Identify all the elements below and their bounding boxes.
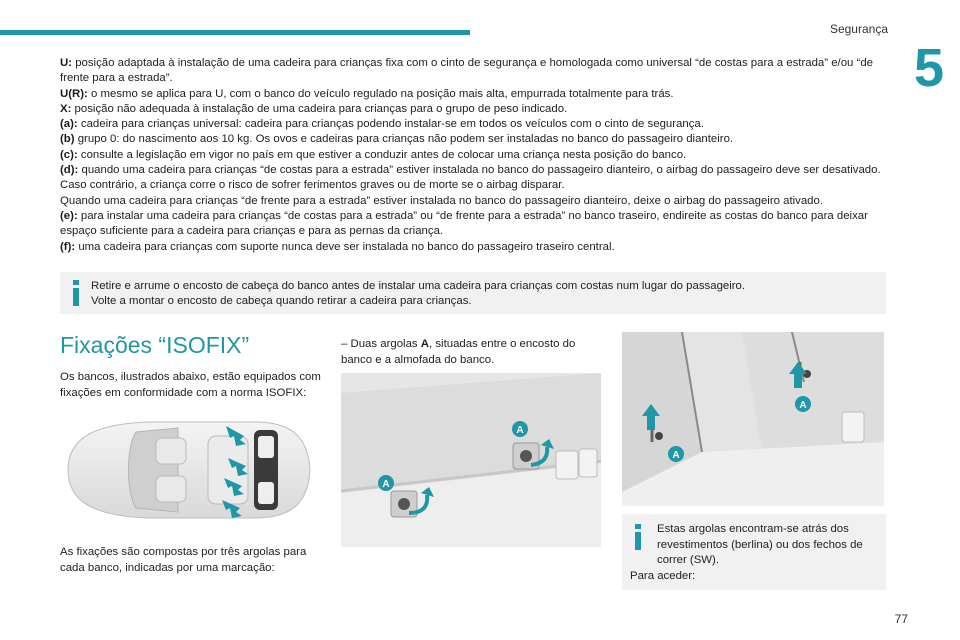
svg-text:A: A [516, 425, 524, 436]
rear-seat-illustration [341, 373, 601, 547]
legend-item: (c): consulte a legislação em vigor no país em que estiver a conduzir antes de colocar uma criança nesta posição do banco. [60, 148, 687, 161]
legend-item: Caso contrário, a criança corre o risco de sofrer ferimentos graves ou de morte se o airbag disparar. [60, 179, 565, 192]
chapter-number: 5 [913, 38, 945, 98]
info-icon [72, 280, 80, 306]
header-accent-bar [0, 30, 470, 35]
info-text-line: Volte a montar o encosto de cabeça quando retirar a cadeira para crianças. [91, 295, 472, 308]
info-box-rings [622, 514, 886, 590]
legend-item: (b) grupo 0: do nascimento aos 10 kg. Os ovos e cadeiras para crianças não podem ser instaladas no banco do passageiro dianteiro. [60, 133, 734, 146]
info-text-line: Para aceder: [630, 569, 696, 582]
legend-item: (f): uma cadeira para crianças com suporte nunca deve ser instalada no banco do passageiro traseiro central. [60, 240, 615, 253]
intro-paragraph: Os bancos, ilustrados abaixo, estão equipados com fixações em conformidade com a norma ISOFIX: [60, 371, 321, 399]
page-number: 77 [894, 612, 908, 626]
section-title: Fixações “ISOFIX” [60, 332, 250, 358]
info-box-headrest [60, 272, 886, 314]
seat-side-illustration [622, 332, 884, 506]
info-text-line: Estas argolas encontram-se atrás dos revestimentos (berlina) ou dos fechos de correr (SW). [657, 523, 863, 566]
legend-item: U: posição adaptada à instalação de uma cadeira para crianças fixa com o cinto de segurança e homologada como universal “de costas para a estrada” e/ou “de frente para a estrada”. [60, 57, 874, 85]
svg-text:A: A [382, 479, 390, 490]
legend-item: (a): cadeira para crianças universal: cadeira para crianças podendo instalar-se em todos os veículos com o cinto de segurança. [60, 118, 704, 131]
svg-text:A: A [672, 450, 680, 461]
composition-paragraph: As fixações são compostas por três argolas para cada banco, indicadas por uma marcação: [60, 546, 307, 574]
legend-item: (e): para instalar uma cadeira para crianças “de costas para a estrada” ou “de frente para a estrada” no banco traseiro, endireite as costas do banco para deixar espaço suficiente para a cadeira para crianças e para as pernas da criança. [60, 209, 868, 238]
legend-item: Quando uma cadeira para crianças “de frente para a estrada” estiver instalada no banco do passageiro dianteiro, deixe o airbag do passageiro ativado. [60, 194, 824, 207]
legend-item: U(R): o mesmo se aplica para U, com o banco do veículo regulado na posição mais alta, empurrada totalmente para trás. [60, 87, 674, 100]
header-section-title: Segurança [829, 22, 888, 36]
car-top-view-illustration [58, 414, 320, 526]
legend-item: (d): quando uma cadeira para crianças “de costas para a estrada” estiver instalada no banco do passageiro dianteiro, o airbag do passageiro deve ser desativado. [60, 164, 881, 177]
anchor-item: – Duas argolas A, situadas entre o encosto do banco e a almofada do banco. [341, 338, 576, 366]
info-text-line: Retire e arrume o encosto de cabeça do banco antes de instalar uma cadeira para crianças com costas num lugar do passageiro. [91, 280, 746, 292]
legend-item: X: posição não adequada à instalação de uma cadeira para crianças para o grupo de peso indicado. [60, 102, 568, 115]
legend-list [60, 56, 890, 255]
svg-text:A: A [799, 400, 807, 411]
